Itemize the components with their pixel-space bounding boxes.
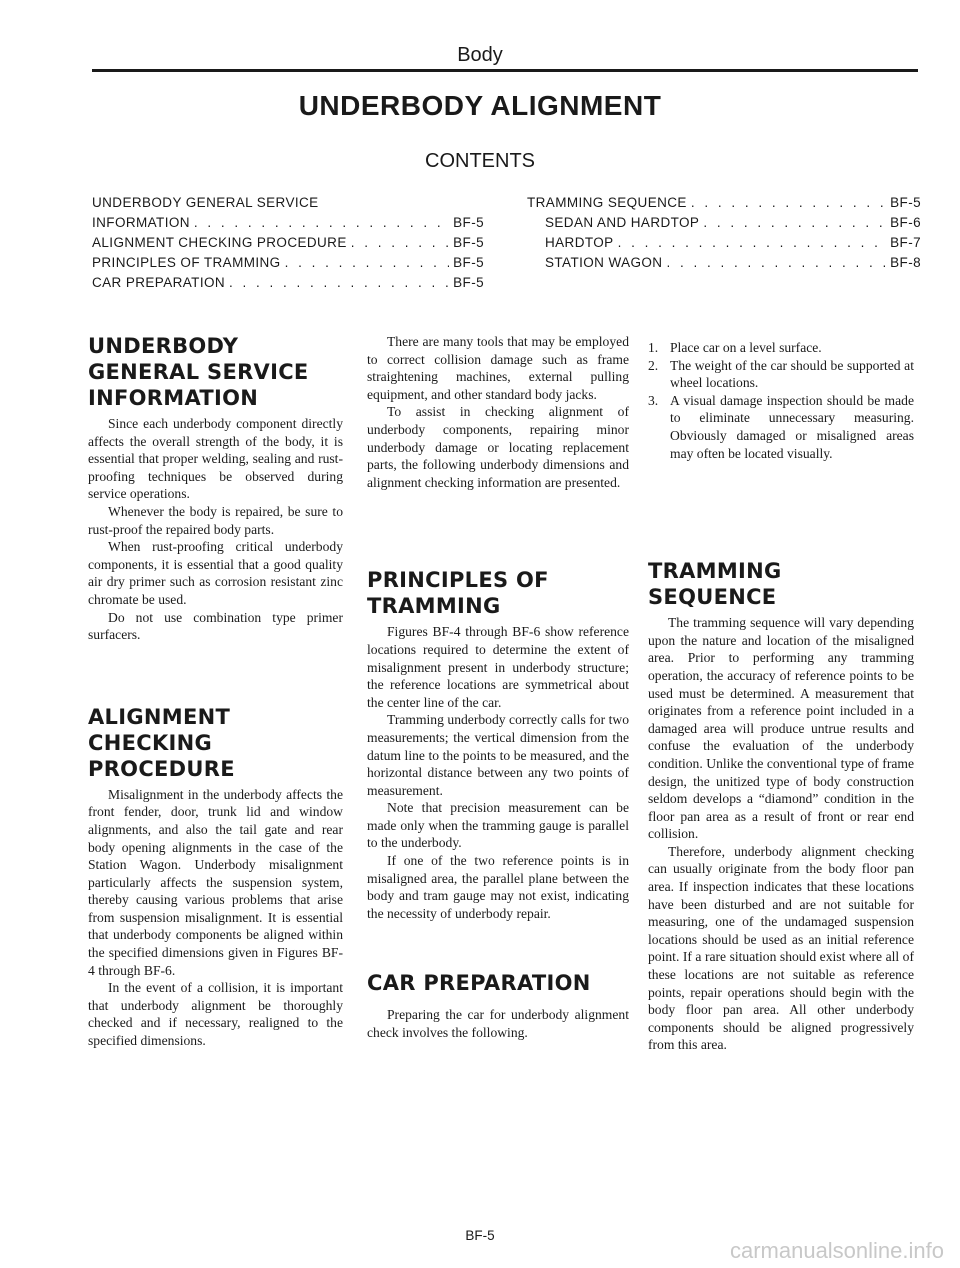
paragraph: Tramming underbody correctly calls for two measurements; the vertical dimension from the datum line to the points to be measured, and the horizontal distance between any two points of measurement. bbox=[367, 712, 629, 798]
toc-entry[interactable] bbox=[92, 273, 484, 293]
section-heading-tramming-sequence bbox=[648, 558, 914, 610]
toc-entry bbox=[92, 193, 484, 213]
list-item bbox=[648, 357, 914, 392]
list-number: 2. bbox=[648, 357, 659, 373]
paragraph: When rust-proofing critical underbody components, it is essential that a good quality air dry primer such as corrosion resistant zinc chromate be used. bbox=[88, 539, 343, 607]
toc-left-column bbox=[92, 193, 484, 293]
paragraph: Figures BF-4 through BF-6 show reference locations required to determine the extent of misalignment present in underbody structure; the reference locations are symmetrical about the center line of the car. bbox=[367, 624, 629, 710]
list-text: The weight of the car should be supported at wheel locations. bbox=[670, 357, 914, 391]
contents-heading: CONTENTS bbox=[425, 150, 535, 172]
toc-entry-page: BF-5 bbox=[453, 235, 484, 250]
paragraph: Misalignment in the underbody affects the front fender, door, trunk lid and window alignments, and also the tail gate and rear body opening alignments in the case of the Station Wagon. Underbody misalignment particularly affects the suspension system, thereby causing various problems that arise from suspension misalignment. It is essential that underbody components be aligned within the specified dimensions given in Figures BF-4 through BF-6. bbox=[88, 786, 343, 978]
text-column-middle bbox=[367, 333, 629, 1042]
section-spacer bbox=[648, 462, 914, 558]
paragraph: Therefore, underbody alignment checking can usually originate from the body floor pan area. If inspection indicates that these locations have been disturbed and are not suitable for measuring, one of the undamaged suspension locations should be used as an initial reference point. If a rare situation should exist where all of these locations are not suitable as reference points, repair operations should begin with the body floor pan area. All other underbody components should be aligned progressively from this area. bbox=[648, 843, 914, 1053]
section-heading-principles bbox=[367, 567, 629, 619]
heading-line: SEQUENCE bbox=[648, 585, 777, 610]
toc-entry[interactable] bbox=[527, 253, 921, 273]
section-spacer bbox=[367, 922, 629, 970]
heading-line: ALIGNMENT bbox=[88, 704, 231, 729]
toc-entry-title: PRINCIPLES OF TRAMMING bbox=[92, 255, 281, 270]
toc-entry[interactable] bbox=[92, 233, 484, 253]
paragraph: To assist in checking alignment of underbody components, repairing minor underbody damage or locating replacement parts, the following underbody dimensions and alignment checking information are presented. bbox=[367, 404, 629, 490]
list-item bbox=[648, 339, 914, 357]
toc-entry[interactable] bbox=[92, 253, 484, 273]
section-spacer bbox=[88, 644, 343, 704]
heading-line: TRAMMING bbox=[648, 559, 782, 584]
watermark: carmanualsonline.info bbox=[729, 1238, 944, 1263]
paragraph: If one of the two reference points is in misaligned area, the parallel plane between the body and tram gauge may not exist, indicating the necessity of underbody repair. bbox=[367, 853, 629, 921]
toc-leader-dots bbox=[285, 253, 450, 273]
toc-entry-page: BF-7 bbox=[890, 235, 921, 250]
paragraph: Since each underbody component directly affects the overall strength of the body, it is essential that proper welding, sealing and rust-proofing techniques be observed during service operations. bbox=[88, 416, 343, 502]
section-spacer bbox=[367, 491, 629, 567]
section-heading-alignment-checking bbox=[88, 704, 343, 782]
toc-entry-page: BF-5 bbox=[453, 275, 484, 290]
paragraph: The tramming sequence will vary depending upon the nature and location of the misaligned area. Prior to performing any tramming operation, the accuracy of reference points to be used must be determined. A measurement that originates from a reference point included in a damaged area will produce untrue results and confuse the evaluation of the underbody condition. Unlike the conventional type of frame design, the unitized type of body construction seldom develops a “diamond” condition in the floor pan area as a result of front or rear end collision. bbox=[648, 615, 914, 842]
toc-leader-dots bbox=[194, 213, 449, 233]
list-text: Place car on a level surface. bbox=[670, 340, 822, 355]
page-title: UNDERBODY ALIGNMENT bbox=[298, 90, 662, 121]
toc-leader-dots bbox=[703, 213, 886, 233]
page-number: BF-5 bbox=[465, 1228, 495, 1243]
toc-leader-dots bbox=[666, 253, 886, 273]
list-number: 3. bbox=[648, 392, 659, 408]
toc-entry-title: TRAMMING SEQUENCE bbox=[527, 195, 687, 210]
toc-entry-title: SEDAN AND HARDTOP bbox=[545, 215, 700, 230]
toc-leader-dots bbox=[229, 273, 449, 293]
toc-entry-title: STATION WAGON bbox=[545, 255, 663, 270]
toc-entry-page: BF-5 bbox=[453, 215, 484, 230]
heading-line: UNDERBODY bbox=[88, 334, 239, 358]
toc-entry-page: BF-5 bbox=[890, 195, 921, 210]
toc-leader-dots bbox=[618, 233, 887, 253]
heading-line: PRINCIPLES OF bbox=[367, 568, 549, 593]
heading-line: PROCEDURE bbox=[88, 756, 235, 781]
heading-line: CAR PREPARATION bbox=[367, 971, 591, 996]
paragraph: There are many tools that may be employed to correct collision damage such as frame straightening machines, external pulling equipment, and other standard body jacks. bbox=[367, 334, 629, 402]
running-head: Body bbox=[457, 44, 503, 66]
paragraph: Note that precision measurement can be made only when the tramming gauge is parallel to the underbody. bbox=[367, 800, 629, 851]
heading-line: TRAMMING bbox=[367, 594, 501, 619]
toc-entry-title: INFORMATION bbox=[92, 215, 190, 230]
text-column-left bbox=[88, 333, 343, 1050]
section-heading-car-preparation bbox=[367, 970, 629, 996]
paragraph: In the event of a collision, it is important that underbody alignment be thoroughly checked and if necessary, realigned to the specified dimensions. bbox=[88, 980, 343, 1049]
list-item bbox=[648, 392, 914, 462]
toc-leader-dots bbox=[351, 233, 449, 253]
header-rule bbox=[92, 69, 918, 72]
toc-entry[interactable] bbox=[92, 213, 484, 233]
heading-line: CHECKING bbox=[88, 730, 213, 755]
list-number: 1. bbox=[648, 340, 659, 355]
paragraph: Whenever the body is repaired, be sure to rust-proof the repaired body parts. bbox=[88, 503, 343, 537]
toc-entry[interactable] bbox=[527, 213, 921, 233]
toc-entry-title: HARDTOP bbox=[545, 235, 614, 250]
section-heading-general-service bbox=[88, 333, 343, 411]
paragraph: Preparing the car for underbody alignment check involves the following. bbox=[367, 1007, 629, 1041]
toc-entry-page: BF-6 bbox=[890, 215, 921, 230]
toc-entry-title: UNDERBODY GENERAL SERVICE bbox=[92, 195, 319, 210]
list-text: A visual damage inspection should be made to eliminate unnecessary measuring. Obviously damaged or misaligned areas may often be located visually. bbox=[670, 392, 914, 461]
toc-entry[interactable] bbox=[527, 233, 921, 253]
toc-entry-title: CAR PREPARATION bbox=[92, 275, 226, 290]
heading-line: INFORMATION bbox=[88, 386, 259, 410]
toc-entry-title: ALIGNMENT CHECKING PROCEDURE bbox=[92, 235, 347, 250]
toc-entry[interactable] bbox=[527, 193, 921, 213]
text-column-right bbox=[648, 333, 914, 1054]
toc-entry-page: BF-8 bbox=[890, 255, 921, 270]
paragraph: Do not use combination type primer surfacers. bbox=[88, 609, 343, 643]
toc-entry-page: BF-5 bbox=[453, 255, 484, 270]
toc-leader-dots bbox=[691, 193, 886, 213]
toc-right-column bbox=[527, 193, 921, 273]
heading-line: GENERAL SERVICE bbox=[88, 360, 309, 384]
